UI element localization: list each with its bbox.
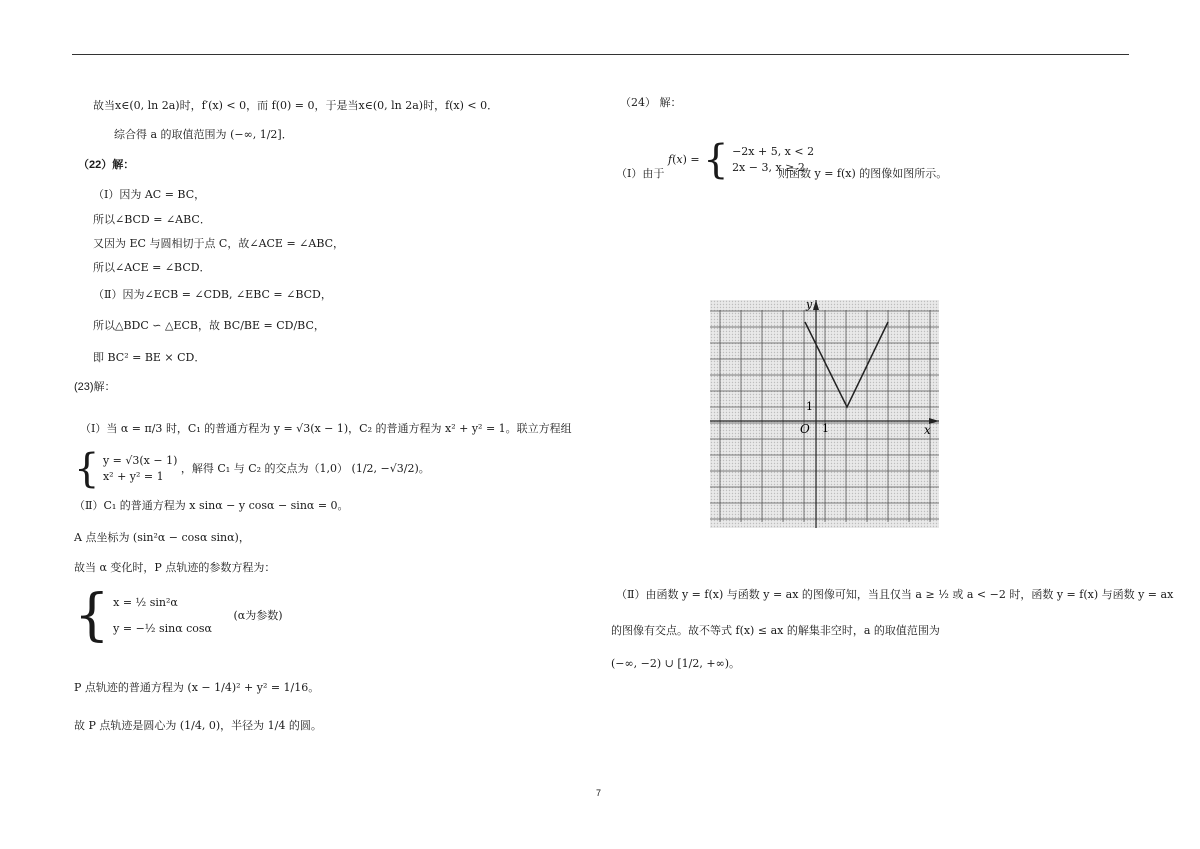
- text-line: 所以∠BCD = ∠ABC．: [93, 213, 211, 226]
- formula: (1/2, −√3/2)。: [351, 462, 430, 475]
- formula: (x − 1/4)² + y² = 1/16。: [187, 681, 320, 694]
- function-graph: [710, 300, 939, 528]
- equation: y = √3(x − 1): [102, 454, 178, 467]
- text-line: 所以∠ACE = ∠BCD．: [93, 261, 211, 274]
- equation: y = −½ sinα cosα: [113, 622, 212, 635]
- text-line: （Ⅰ）由于: [616, 167, 665, 180]
- brace: {: [703, 137, 729, 183]
- piece: 2x − 3, x ≥ 2: [732, 161, 805, 174]
- text-line: A 点坐标为 (sin²α − cosα sinα)，: [74, 531, 250, 544]
- piecewise-function: f(x) = { −2x + 5, x < 2 2x − 3, x ≥ 2: [668, 137, 815, 183]
- text-line: （Ⅰ）因为 AC = BC，: [93, 188, 206, 201]
- equation: x = ½ sin²α: [113, 596, 178, 609]
- text-span: 综合得 a 的取值范围为: [114, 128, 227, 141]
- text-line: (−∞, −2) ∪ [1/2, +∞)。: [611, 657, 741, 670]
- y-tick-label: 1: [806, 400, 813, 413]
- system-rows: [103, 453, 177, 485]
- graph-background: [710, 300, 939, 528]
- section-heading: (23)解：: [74, 381, 116, 393]
- text-line: 故当x∈(0, ln 2a)时，f′(x) < 0，而 f(0) = 0，于是当x∈(0, ln 2a)时，f(x) < 0．: [93, 99, 499, 112]
- formula: α = π/3: [120, 422, 163, 435]
- formula: (−∞, 1/2]．: [230, 128, 293, 141]
- param-system: [74, 583, 283, 648]
- y-axis-label: y: [806, 300, 813, 311]
- text-span: P 点轨迹的普通方程为: [74, 681, 184, 694]
- text-line: [93, 319, 325, 333]
- text-line: （Ⅱ）由函数 y = f(x) 与函数 y = ax 的图像可知，当且仅当 a ≥ ½ 或 a < −2 时，函数 y = f(x) 与函数 y = ax: [616, 588, 1174, 601]
- text-line: （Ⅱ）因为∠ECB = ∠CDB, ∠EBC = ∠BCD，: [93, 288, 332, 301]
- text-span: 时，C₁ 的普通方程为 y = √3(x − 1)，C₂ 的普通方程为 x² + y² = 1。联立方程组: [165, 422, 572, 435]
- text-line: 即 BC² = BE × CD．: [93, 351, 206, 364]
- text-span: （Ⅰ）当: [80, 422, 118, 435]
- text-span: ，解得 C₁ 与 C₂ 的交点为（1,0）: [180, 462, 349, 475]
- text-line: 的图像有交点。故不等式 f(x) ≤ ax 的解集非空时，a 的取值范围为: [611, 624, 940, 637]
- page-number: 7: [596, 788, 602, 798]
- text-line: [80, 422, 572, 436]
- text-line: 故 P 点轨迹是圆心为 (1/4, 0)，半径为 1/4 的圆。: [74, 719, 322, 732]
- equation-system: [74, 446, 430, 492]
- piece: −2x + 5, x < 2: [732, 145, 815, 158]
- section-heading: （22）解：: [78, 159, 135, 171]
- text-span: 所以△BDC ∽ △ECB，故: [93, 319, 220, 332]
- x-tick-label: 1: [822, 422, 829, 435]
- equation: x² + y² = 1: [102, 470, 164, 483]
- section-heading: （24） 解：: [620, 96, 682, 109]
- text-line: [114, 128, 293, 142]
- brace: {: [74, 446, 100, 492]
- x-axis-label: x: [924, 423, 931, 437]
- formula: BC/BE = CD/BC，: [223, 319, 325, 332]
- text-line: 又因为 EC 与圆相切于点 C，故∠ACE = ∠ABC，: [93, 237, 345, 250]
- brace: {: [74, 583, 110, 648]
- origin-label: O: [800, 422, 810, 436]
- header-rule: [72, 54, 1129, 55]
- param-rows: [113, 590, 212, 642]
- text-line: 则函数 y = f(x) 的图像如图所示。: [778, 167, 948, 180]
- param-note: (α为参数): [233, 609, 283, 622]
- text-line: [74, 681, 319, 695]
- text-line: （Ⅱ）C₁ 的普通方程为 x sinα − y cosα − sinα = 0。: [74, 499, 349, 512]
- text-line: 故当 α 变化时，P 点轨迹的参数方程为：: [74, 561, 276, 574]
